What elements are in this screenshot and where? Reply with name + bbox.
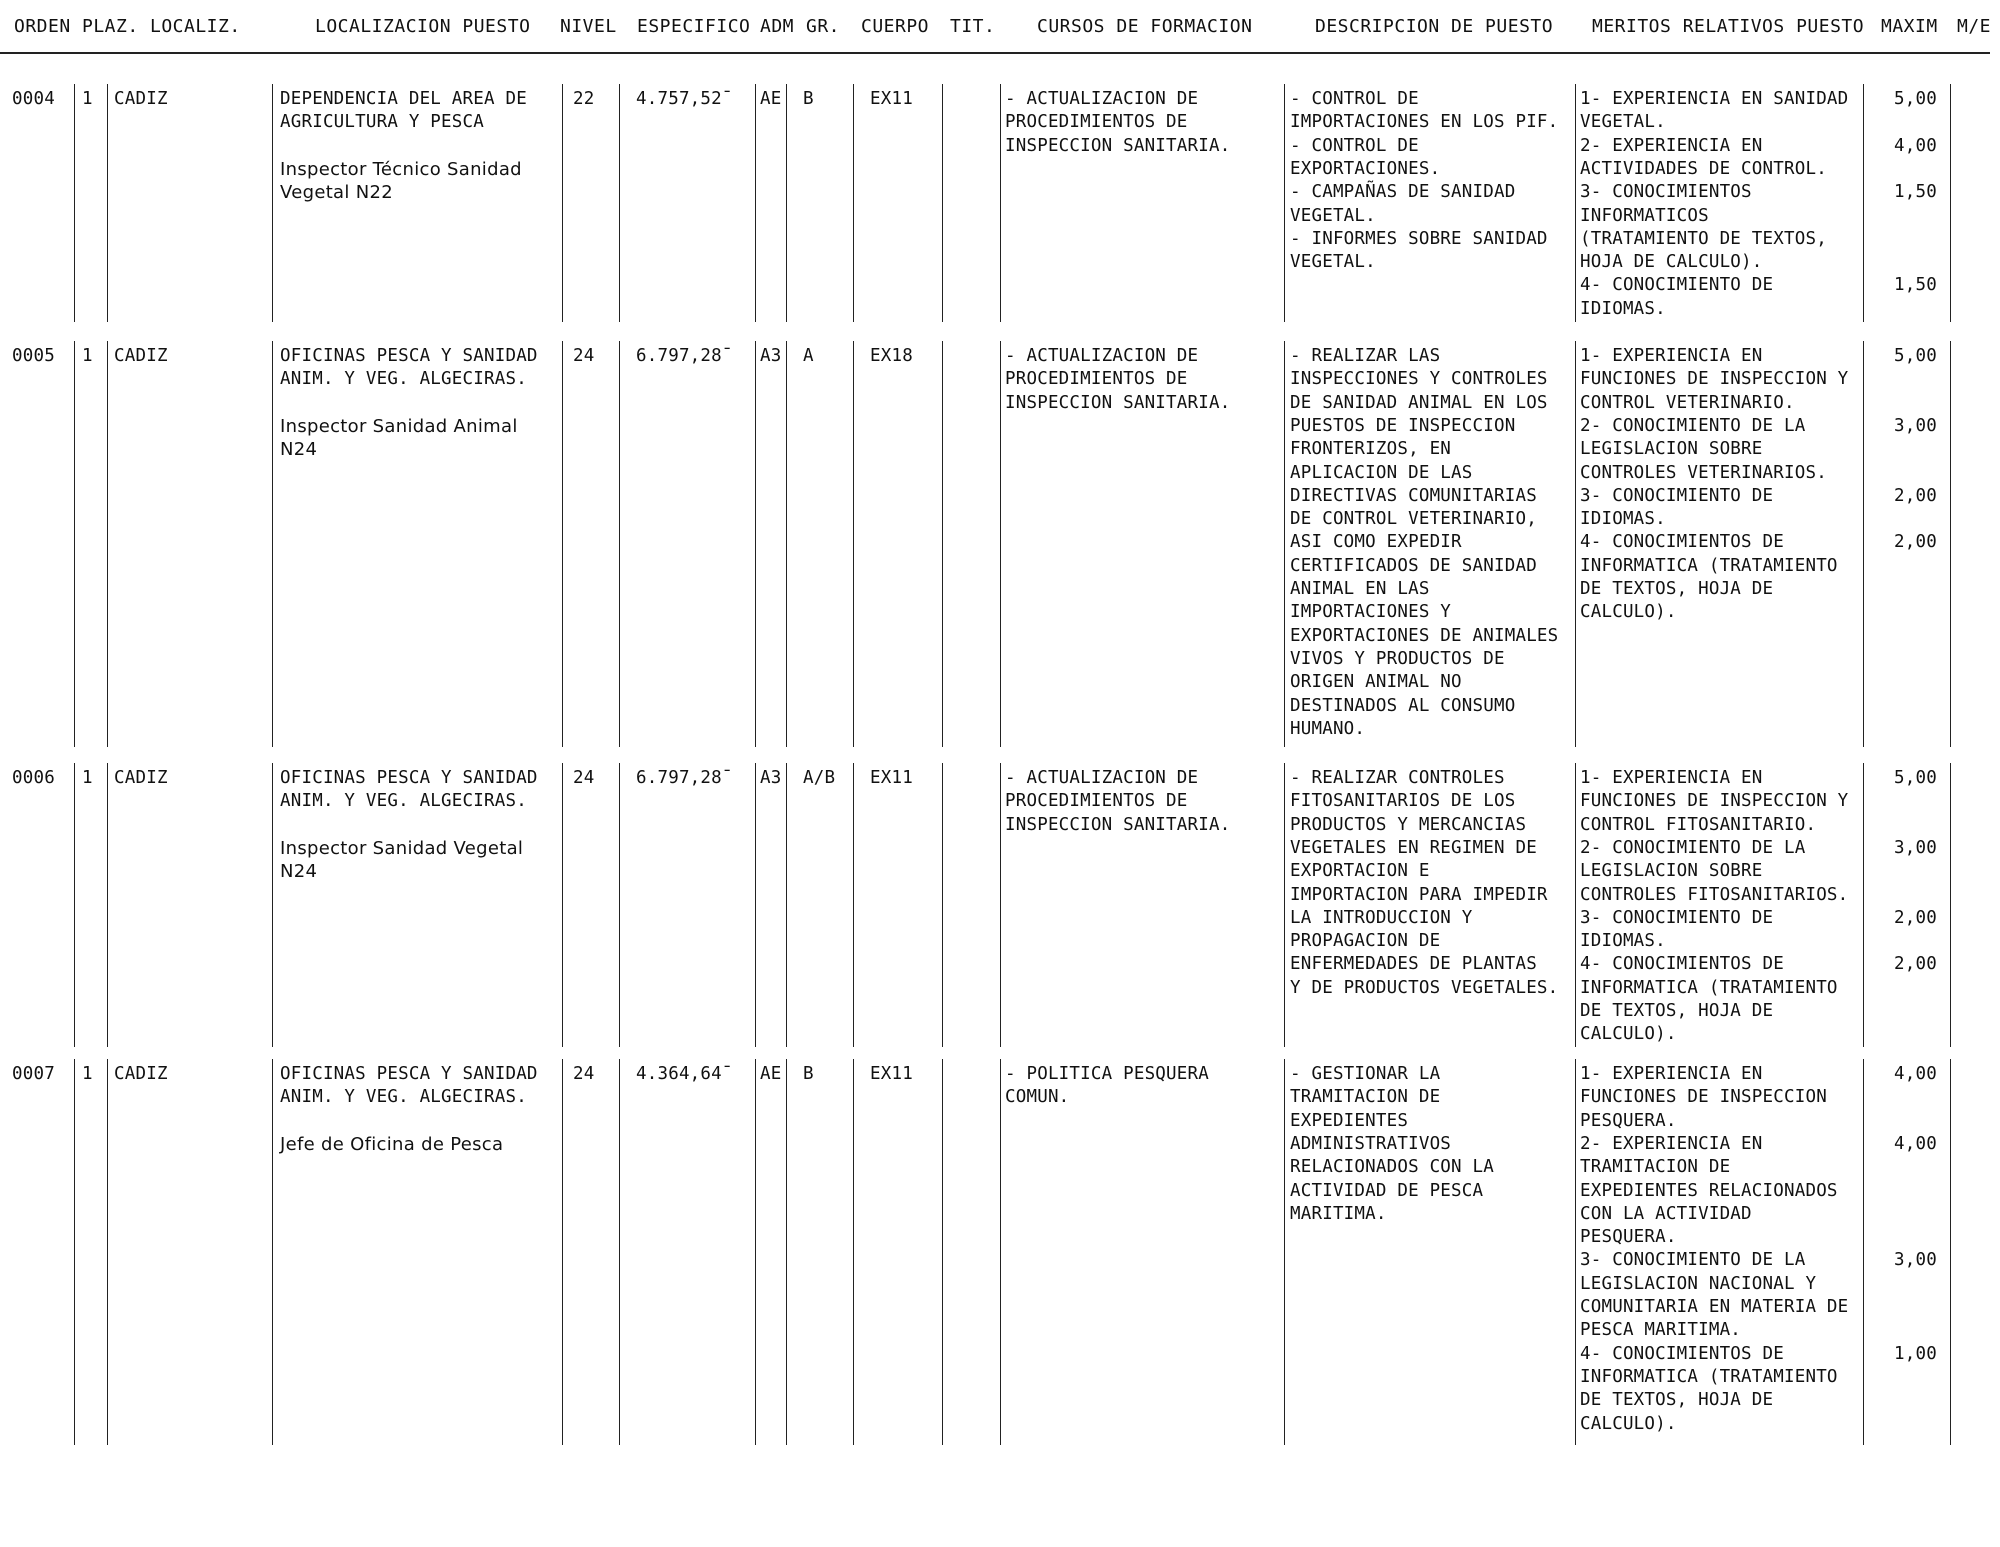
- header-cuerpo: CUERPO: [861, 16, 930, 37]
- row-descripcion: ANIMAL EN LAS: [1290, 579, 1430, 599]
- column-divider: [786, 763, 787, 1047]
- row-cursos-formacion: - POLITICA PESQUERA: [1005, 1064, 1209, 1084]
- column-divider: [755, 341, 756, 747]
- row-descripcion: Y DE PRODUCTOS VEGETALES.: [1290, 977, 1559, 998]
- row-meritos: DE TEXTOS, HOJA DE: [1580, 579, 1774, 599]
- column-divider: [272, 341, 273, 747]
- header-localiz: LOCALIZ.: [150, 16, 241, 37]
- header-cursos: CURSOS DE FORMACION: [1037, 16, 1253, 37]
- row-descripcion: IMPORTACION PARA IMPEDIR: [1290, 884, 1548, 905]
- column-divider: [1863, 84, 1864, 322]
- row-cuerpo: EX11: [870, 89, 913, 109]
- row-puesto-name: Inspector Sanidad Animal: [280, 415, 518, 437]
- column-divider: [853, 763, 854, 1047]
- row-meritos: DE TEXTOS, HOJA DE: [1580, 1001, 1774, 1021]
- row-meritos: TRAMITACION DE: [1580, 1157, 1731, 1178]
- column-divider: [1000, 763, 1001, 1047]
- row-gr: A/B: [803, 768, 836, 788]
- row-descripcion: PRODUCTOS Y MERCANCIAS: [1290, 814, 1527, 835]
- row-meritos: 2- EXPERIENCIA EN: [1580, 135, 1763, 156]
- column-divider: [853, 1059, 854, 1445]
- header-adm: ADM: [760, 16, 795, 37]
- row-maxim: 2,00: [1894, 907, 1937, 928]
- row-puesto-name: Inspector Sanidad Vegetal: [280, 837, 524, 859]
- row-meritos: CONTROL VETERINARIO.: [1580, 392, 1795, 413]
- row-meritos: CALCULO).: [1580, 1413, 1677, 1434]
- row-meritos: 2- CONOCIMIENTO DE LA: [1580, 837, 1806, 858]
- row-puesto-name: N24: [280, 861, 318, 883]
- header-localizacion-puesto: LOCALIZACION PUESTO: [315, 16, 531, 37]
- column-divider: [853, 84, 854, 322]
- row-meritos: INFORMATICOS: [1580, 205, 1709, 226]
- row-meritos: 4- CONOCIMIENTO DE: [1580, 275, 1774, 296]
- row-plaz: 1: [82, 89, 93, 109]
- header-me: M/E: [1957, 16, 1992, 37]
- row-descripcion: DE SANIDAD ANIMAL EN LOS: [1290, 392, 1548, 413]
- column-divider: [942, 763, 943, 1047]
- column-divider: [1000, 84, 1001, 322]
- column-divider: [562, 763, 563, 1047]
- row-descripcion: IMPORTACIONES EN LOS PIF.: [1290, 112, 1559, 133]
- row-nivel: 22: [573, 89, 595, 109]
- column-divider: [107, 84, 108, 322]
- row-cuerpo: EX11: [870, 768, 913, 788]
- row-meritos: CONTROL FITOSANITARIO.: [1580, 814, 1817, 835]
- row-meritos: FUNCIONES DE INSPECCION Y: [1580, 791, 1849, 812]
- column-divider: [1950, 1059, 1951, 1445]
- row-nivel: 24: [573, 1064, 595, 1084]
- row-descripcion: RELACIONADOS CON LA: [1290, 1157, 1494, 1178]
- row-meritos: 2- EXPERIENCIA EN: [1580, 1133, 1763, 1154]
- column-divider: [1284, 1059, 1285, 1445]
- header-orden: ORDEN: [14, 16, 71, 37]
- row-maxim: 4,00: [1894, 1133, 1937, 1154]
- header-nivel: NIVEL: [560, 16, 617, 37]
- column-divider: [1000, 1059, 1001, 1445]
- column-divider: [1575, 341, 1576, 747]
- row-meritos: IDIOMAS.: [1580, 509, 1666, 530]
- row-descripcion: DIRECTIVAS COMUNITARIAS: [1290, 485, 1537, 506]
- row-puesto-name: Inspector Técnico Sanidad: [280, 158, 522, 180]
- row-descripcion: INSPECCIONES Y CONTROLES: [1290, 369, 1548, 390]
- header-especifico: ESPECIFICO: [637, 16, 751, 37]
- row-cursos-formacion: INSPECCION SANITARIA.: [1005, 135, 1231, 156]
- row-descripcion: FITOSANITARIOS DE LOS: [1290, 791, 1516, 812]
- column-divider: [1950, 341, 1951, 747]
- row-meritos: 2- CONOCIMIENTO DE LA: [1580, 415, 1806, 436]
- column-divider: [74, 763, 75, 1047]
- column-divider: [562, 84, 563, 322]
- row-orden: 0007: [12, 1064, 55, 1084]
- column-divider: [1863, 763, 1864, 1047]
- row-meritos: INFORMATICA (TRATAMIENTO: [1580, 977, 1838, 998]
- row-meritos: 3- CONOCIMIENTOS: [1580, 182, 1752, 203]
- row-descripcion: - CONTROL DE: [1290, 89, 1419, 109]
- row-adm: A3: [760, 346, 782, 366]
- column-divider: [1863, 341, 1864, 747]
- row-meritos: 1- EXPERIENCIA EN: [1580, 1064, 1763, 1084]
- row-maxim: 2,00: [1894, 954, 1937, 975]
- column-divider: [942, 341, 943, 747]
- column-divider: [942, 84, 943, 322]
- row-meritos: LEGISLACION SOBRE: [1580, 439, 1763, 460]
- row-cursos-formacion: INSPECCION SANITARIA.: [1005, 814, 1231, 835]
- row-localiz: CADIZ: [114, 346, 168, 366]
- row-orden: 0006: [12, 768, 55, 788]
- row-descripcion: DESTINADOS AL CONSUMO: [1290, 695, 1516, 716]
- row-meritos: 1- EXPERIENCIA EN: [1580, 768, 1763, 788]
- row-descripcion: MARITIMA.: [1290, 1203, 1387, 1224]
- row-maxim: 3,00: [1894, 1250, 1937, 1271]
- row-meritos: DE TEXTOS, HOJA DE: [1580, 1390, 1774, 1411]
- column-divider: [1575, 84, 1576, 322]
- column-divider: [786, 341, 787, 747]
- row-maxim: 5,00: [1894, 346, 1937, 366]
- row-descripcion: VEGETALES EN REGIMEN DE: [1290, 837, 1537, 858]
- row-plaz: 1: [82, 346, 93, 366]
- row-descripcion: IMPORTACIONES Y: [1290, 602, 1452, 623]
- column-divider: [755, 763, 756, 1047]
- row-descripcion: ADMINISTRATIVOS: [1290, 1133, 1452, 1154]
- row-descripcion: ACTIVIDAD DE PESCA: [1290, 1180, 1484, 1201]
- row-localizacion-puesto: OFICINAS PESCA Y SANIDAD: [280, 768, 538, 788]
- row-meritos: COMUNITARIA EN MATERIA DE: [1580, 1297, 1849, 1317]
- row-adm: AE: [760, 1064, 782, 1084]
- row-especifico: 4.364,64¯: [636, 1064, 733, 1084]
- row-meritos: VEGETAL.: [1580, 112, 1666, 133]
- row-meritos: LEGISLACION NACIONAL Y: [1580, 1273, 1817, 1294]
- row-maxim: 5,00: [1894, 89, 1937, 109]
- header-maxim: MAXIM: [1881, 16, 1938, 37]
- column-divider: [1863, 1059, 1864, 1445]
- row-meritos: 3- CONOCIMIENTO DE: [1580, 485, 1774, 506]
- row-orden: 0004: [12, 89, 55, 109]
- column-divider: [74, 341, 75, 747]
- column-divider: [1575, 1059, 1576, 1445]
- row-meritos: INFORMATICA (TRATAMIENTO: [1580, 1366, 1838, 1387]
- row-maxim: 4,00: [1894, 135, 1937, 156]
- column-divider: [853, 341, 854, 747]
- header-descripcion: DESCRIPCION DE PUESTO: [1315, 16, 1554, 37]
- row-localiz: CADIZ: [114, 89, 168, 109]
- column-divider: [1000, 341, 1001, 747]
- row-meritos: CALCULO).: [1580, 1024, 1677, 1045]
- row-descripcion: - GESTIONAR LA: [1290, 1064, 1441, 1084]
- row-meritos: CONTROLES FITOSANITARIOS.: [1580, 884, 1849, 905]
- column-divider: [619, 84, 620, 322]
- row-descripcion: CERTIFICADOS DE SANIDAD: [1290, 555, 1537, 576]
- row-meritos: LEGISLACION SOBRE: [1580, 861, 1763, 882]
- row-meritos: 4- CONOCIMIENTOS DE: [1580, 1343, 1784, 1364]
- row-gr: A: [803, 346, 814, 366]
- row-localizacion-puesto: ANIM. Y VEG. ALGECIRAS.: [280, 791, 527, 812]
- row-descripcion: ORIGEN ANIMAL NO: [1290, 672, 1462, 693]
- header-meritos: MERITOS RELATIVOS PUESTO: [1592, 16, 1865, 37]
- row-descripcion: DE CONTROL VETERINARIO,: [1290, 509, 1537, 530]
- row-puesto-name: Jefe de Oficina de Pesca: [280, 1133, 504, 1155]
- column-divider: [107, 1059, 108, 1445]
- row-meritos: CON LA ACTIVIDAD: [1580, 1203, 1752, 1224]
- row-plaz: 1: [82, 1064, 93, 1084]
- column-divider: [755, 1059, 756, 1445]
- row-localiz: CADIZ: [114, 768, 168, 788]
- row-puesto-name: N24: [280, 439, 318, 461]
- row-nivel: 24: [573, 346, 595, 366]
- row-cuerpo: EX11: [870, 1064, 913, 1084]
- row-meritos: INFORMATICA (TRATAMIENTO: [1580, 555, 1838, 576]
- column-divider: [786, 84, 787, 322]
- row-cuerpo: EX18: [870, 346, 913, 366]
- row-meritos: (TRATAMIENTO DE TEXTOS,: [1580, 228, 1827, 249]
- row-especifico: 6.797,28¯: [636, 346, 733, 366]
- column-divider: [755, 84, 756, 322]
- row-localizacion-puesto: OFICINAS PESCA Y SANIDAD: [280, 1064, 538, 1084]
- row-maxim: 3,00: [1894, 415, 1937, 436]
- row-meritos: 3- CONOCIMIENTO DE LA: [1580, 1250, 1806, 1271]
- row-meritos: 3- CONOCIMIENTO DE: [1580, 907, 1774, 928]
- row-descripcion: ENFERMEDADES DE PLANTAS: [1290, 954, 1537, 975]
- row-descripcion: ASI COMO EXPEDIR: [1290, 532, 1462, 553]
- row-maxim: 1,50: [1894, 182, 1937, 203]
- row-adm: AE: [760, 89, 782, 109]
- row-meritos: HOJA DE CALCULO).: [1580, 252, 1763, 273]
- row-cursos-formacion: PROCEDIMIENTOS DE: [1005, 369, 1188, 390]
- header-gr: GR.: [806, 16, 841, 37]
- row-descripcion: APLICACION DE LAS: [1290, 462, 1473, 483]
- column-divider: [786, 1059, 787, 1445]
- row-descripcion: VEGETAL.: [1290, 252, 1376, 273]
- column-divider: [1284, 341, 1285, 747]
- column-divider: [272, 84, 273, 322]
- row-orden: 0005: [12, 346, 55, 366]
- column-divider: [1950, 84, 1951, 322]
- row-descripcion: - CAMPAÑAS DE SANIDAD: [1290, 182, 1516, 203]
- row-descripcion: - CONTROL DE: [1290, 135, 1419, 156]
- row-cursos-formacion: INSPECCION SANITARIA.: [1005, 392, 1231, 413]
- row-descripcion: EXPEDIENTES: [1290, 1110, 1409, 1131]
- column-divider: [619, 341, 620, 747]
- row-descripcion: PUESTOS DE INSPECCION: [1290, 415, 1516, 436]
- row-maxim: 2,00: [1894, 485, 1937, 506]
- row-meritos: 1- EXPERIENCIA EN: [1580, 346, 1763, 366]
- column-divider: [1284, 763, 1285, 1047]
- row-maxim: 1,50: [1894, 275, 1937, 296]
- row-gr: B: [803, 1064, 814, 1084]
- row-plaz: 1: [82, 768, 93, 788]
- row-maxim: 1,00: [1894, 1343, 1937, 1364]
- row-descripcion: FRONTERIZOS, EN: [1290, 439, 1452, 460]
- column-divider: [74, 1059, 75, 1445]
- row-cursos-formacion: PROCEDIMIENTOS DE: [1005, 112, 1188, 133]
- row-meritos: IDIOMAS.: [1580, 931, 1666, 952]
- row-descripcion: EXPORTACION E: [1290, 861, 1430, 882]
- row-meritos: FUNCIONES DE INSPECCION: [1580, 1087, 1827, 1108]
- column-divider: [107, 341, 108, 747]
- row-meritos: 4- CONOCIMIENTOS DE: [1580, 532, 1784, 553]
- row-especifico: 4.757,52¯: [636, 89, 733, 109]
- column-divider: [74, 84, 75, 322]
- row-cursos-formacion: PROCEDIMIENTOS DE: [1005, 791, 1188, 812]
- row-descripcion: - REALIZAR LAS: [1290, 346, 1441, 366]
- row-descripcion: PROPAGACION DE: [1290, 931, 1441, 952]
- column-divider: [107, 763, 108, 1047]
- row-meritos: 4- CONOCIMIENTOS DE: [1580, 954, 1784, 975]
- header-rule: [0, 52, 1990, 54]
- column-divider: [1284, 84, 1285, 322]
- row-descripcion: TRAMITACION DE: [1290, 1087, 1441, 1108]
- column-divider: [562, 341, 563, 747]
- column-divider: [1575, 763, 1576, 1047]
- column-divider: [619, 1059, 620, 1445]
- row-localizacion-puesto: AGRICULTURA Y PESCA: [280, 112, 484, 133]
- row-descripcion: VEGETAL.: [1290, 205, 1376, 226]
- row-gr: B: [803, 89, 814, 109]
- row-maxim: 5,00: [1894, 768, 1937, 788]
- row-descripcion: - REALIZAR CONTROLES: [1290, 768, 1505, 788]
- row-descripcion: HUMANO.: [1290, 718, 1366, 739]
- row-especifico: 6.797,28¯: [636, 768, 733, 788]
- row-localizacion-puesto: ANIM. Y VEG. ALGECIRAS.: [280, 1087, 527, 1108]
- row-puesto-name: Vegetal N22: [280, 182, 393, 204]
- row-cursos-formacion: - ACTUALIZACION DE: [1005, 768, 1199, 788]
- row-meritos: PESQUERA.: [1580, 1110, 1677, 1131]
- row-cursos-formacion: COMUN.: [1005, 1087, 1070, 1108]
- row-localizacion-puesto: DEPENDENCIA DEL AREA DE: [280, 89, 527, 109]
- row-descripcion: VIVOS Y PRODUCTOS DE: [1290, 648, 1505, 669]
- row-maxim: 3,00: [1894, 837, 1937, 858]
- row-maxim: 2,00: [1894, 532, 1937, 553]
- row-localiz: CADIZ: [114, 1064, 168, 1084]
- row-meritos: CALCULO).: [1580, 602, 1677, 623]
- row-meritos: 1- EXPERIENCIA EN SANIDAD: [1580, 89, 1849, 109]
- column-divider: [562, 1059, 563, 1445]
- row-descripcion: EXPORTACIONES DE ANIMALES: [1290, 625, 1559, 646]
- row-localizacion-puesto: ANIM. Y VEG. ALGECIRAS.: [280, 369, 527, 390]
- row-cursos-formacion: - ACTUALIZACION DE: [1005, 346, 1199, 366]
- row-cursos-formacion: - ACTUALIZACION DE: [1005, 89, 1199, 109]
- row-meritos: EXPEDIENTES RELACIONADOS: [1580, 1180, 1838, 1201]
- row-maxim: 4,00: [1894, 1064, 1937, 1084]
- column-divider: [619, 763, 620, 1047]
- row-meritos: ACTIVIDADES DE CONTROL.: [1580, 158, 1827, 179]
- row-meritos: PESCA MARITIMA.: [1580, 1320, 1742, 1341]
- row-descripcion: EXPORTACIONES.: [1290, 158, 1441, 179]
- row-adm: A3: [760, 768, 782, 788]
- header-tit: TIT.: [950, 16, 996, 37]
- row-descripcion: - INFORMES SOBRE SANIDAD: [1290, 228, 1548, 249]
- row-meritos: FUNCIONES DE INSPECCION Y: [1580, 369, 1849, 390]
- row-nivel: 24: [573, 768, 595, 788]
- column-divider: [942, 1059, 943, 1445]
- row-descripcion: LA INTRODUCCION Y: [1290, 907, 1473, 928]
- row-meritos: IDIOMAS.: [1580, 298, 1666, 319]
- column-divider: [272, 763, 273, 1047]
- row-localizacion-puesto: OFICINAS PESCA Y SANIDAD: [280, 346, 538, 366]
- column-divider: [1950, 763, 1951, 1047]
- row-meritos: PESQUERA.: [1580, 1227, 1677, 1248]
- column-divider: [272, 1059, 273, 1445]
- row-meritos: CONTROLES VETERINARIOS.: [1580, 462, 1827, 483]
- header-plaz: PLAZ.: [82, 16, 139, 37]
